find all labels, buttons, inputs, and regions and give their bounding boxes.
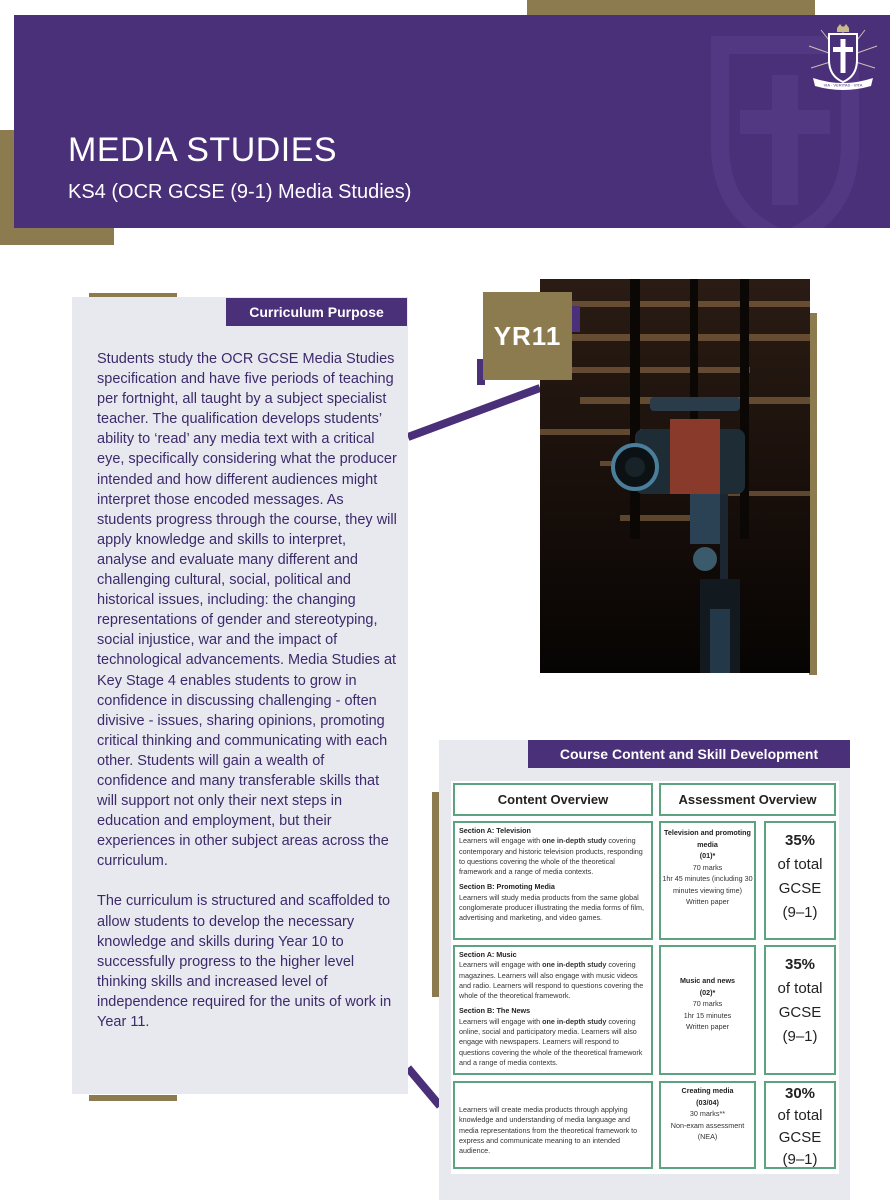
row-2-assessment-time: 1hr 15 minutes (683, 1010, 732, 1020)
row-2-section-a (459, 950, 647, 1001)
row-3-assessment-time: Non-exam assessment (670, 1120, 745, 1130)
row-1-section-b (459, 882, 647, 923)
assessment-table (451, 781, 839, 1174)
row-2-percent-line2: GCSE (778, 1004, 822, 1021)
year-badge: YR11 (483, 292, 572, 380)
row-3-section (459, 1105, 647, 1156)
row-1-percent-line2: GCSE (778, 880, 822, 897)
row-1-assessment-code: (01)* (699, 851, 716, 860)
row-1-percent: 35% (784, 832, 816, 849)
row-3-percent-line2: GCSE (778, 1129, 822, 1146)
header-gold-accent-top (527, 0, 815, 16)
row-3-percent: 30% (784, 1085, 816, 1102)
page-title: MEDIA STUDIES (68, 131, 338, 169)
table-row-3-assessment (659, 1081, 756, 1169)
table-row-2-content (453, 945, 653, 1075)
row-2-section-a-bold: one in-depth study (542, 960, 607, 970)
row-2-percent-line1: of total (777, 980, 823, 997)
row-1-section-a-text-end: covering contemporary and historic television products, responding to questions covering the whole of the theoretical framework and a range of media contexts. (459, 836, 643, 877)
row-1-section-a-bold: one in-depth study (542, 836, 607, 846)
row-3-assessment-marks: 30 marks** (689, 1109, 726, 1118)
row-1-section-a (459, 826, 647, 877)
row-1-percent-line3: (9–1) (782, 904, 818, 921)
table-row-1-assessment (659, 821, 756, 940)
school-crest-logo (807, 24, 879, 96)
content-overview-header: Content Overview (453, 783, 653, 816)
row-2-percent-line3: (9–1) (782, 1028, 818, 1045)
row-3-section-text: Learners will create media products through applying knowledge and understanding of media language and media representations from the theoretical framework to express and communicate meaning to an intended audience. (459, 1105, 638, 1156)
row-2-section-b-bold: one in-depth study (542, 1016, 607, 1026)
purpose-paragraph-2: The curriculum is structured and scaffolded to allow students to develop the necessary knowledge and skills during Year 10 to successfully progress to the higher level thinking skills and increased level of independence required for the units of work in Year 11. (97, 893, 392, 1030)
row-2-assessment-marks: 70 marks (692, 999, 723, 1008)
table-row-1-content (453, 821, 653, 940)
year-badge-purple-accent (572, 306, 580, 332)
row-2-section-b-text: Learners will engage with (459, 1016, 543, 1026)
row-1-section-b-heading: Section B: Promoting Media (459, 882, 555, 892)
row-1-assessment-marks: 70 marks (692, 862, 723, 872)
course-content-label: Course Content and Skill Development (528, 740, 850, 768)
course-panel-gold-accent (432, 792, 439, 997)
row-3-percent-line3: (9–1) (782, 1151, 818, 1168)
row-1-assessment-type: Written paper (685, 897, 729, 906)
row-3-assessment-code: (03/04) (696, 1097, 719, 1107)
course-panel-purple-accent (850, 894, 858, 1052)
row-3-assessment-type: (NEA) (697, 1132, 718, 1141)
camera-photo (540, 279, 810, 673)
row-2-percent: 35% (784, 956, 816, 973)
row-2-section-a-heading: Section A: Music (459, 950, 517, 959)
row-1-section-a-text: Learners will engage with (459, 836, 543, 846)
table-row-3-weighting (764, 1081, 836, 1169)
row-3-assessment-title: Creating media (681, 1086, 734, 1095)
page-subtitle: KS4 (OCR GCSE (9-1) Media Studies) (68, 181, 412, 203)
row-1-assessment-time: 1hr 45 minutes (including 30 minutes viewing time) (662, 874, 753, 895)
purpose-paragraph-1: Students study the OCR GCSE Media Studies specification and have five periods of teaching per fortnight, all taught by a subject specialist teacher. The qualification develops students’ ability to ‘read’ any media text with a critical eye, specifically considering what the producer intended and how different audiences might interpret those encoded messages. As students progress through the course, they will apply knowledge and skills to interpret, analyse and evaluate many different and challenging cultural, social, political and historical issues, including: the changing representations of gender and stereotyping, social injustice, war and the impact of technological advancements. Media Studies at Key Stage 4 enables students to grow in confidence in discussing challenging - often divisive - issues, sharing opinions, promoting critical thinking and communicating with each other. Students will gain a wealth of confidence and many transferable skills that will support not only their next steps in education and employment, but their experiences in other subject areas across the curriculum. (97, 351, 397, 870)
row-1-section-b-text: Learners will study media products from the same global conglomerate producer illustrating the media forms of film, advertising and marketing, and video games. (459, 892, 644, 923)
row-2-assessment-type: Written paper (685, 1022, 729, 1031)
header-banner (14, 15, 890, 228)
row-1-assessment-title: Television and promoting media (664, 828, 751, 849)
camera-photo-illustration (540, 279, 810, 673)
row-2-assessment-title: Music and news (679, 976, 736, 985)
row-3-percent-line1: of total (777, 1107, 823, 1124)
table-row-1-weighting (764, 821, 836, 940)
row-2-assessment-code: (02)* (699, 987, 716, 997)
photo-gold-accent (809, 313, 817, 675)
row-1-section-a-heading: Section A: Television (459, 826, 531, 835)
crest-motto: VIA · VERITAS · VITA (823, 82, 863, 88)
left-panel-gold-accent-bottom (89, 1095, 177, 1101)
curriculum-purpose-body (97, 349, 397, 1052)
curriculum-purpose-label: Curriculum Purpose (226, 298, 407, 326)
row-1-percent-line1: of total (777, 856, 823, 873)
row-2-section-b (459, 1006, 647, 1068)
row-2-section-b-text-end: covering online, social and participatory media. Learners will also engage with newspapers. Learners will respond to questions covering the whole of the theoretical framework and a range of media contexts. (459, 1016, 643, 1067)
table-row-2-assessment (659, 945, 756, 1075)
row-2-section-b-heading: Section B: The News (459, 1006, 531, 1016)
table-row-3-content (453, 1081, 653, 1169)
row-2-section-a-text: Learners will engage with (459, 960, 543, 970)
table-row-2-weighting (764, 945, 836, 1075)
row-2-section-a-text-end: covering magazines. Learners will also engage with music videos and radio. Learners will respond to questions covering the whole of the theoretical framework. (459, 960, 644, 1001)
assessment-overview-header: Assessment Overview (659, 783, 836, 816)
